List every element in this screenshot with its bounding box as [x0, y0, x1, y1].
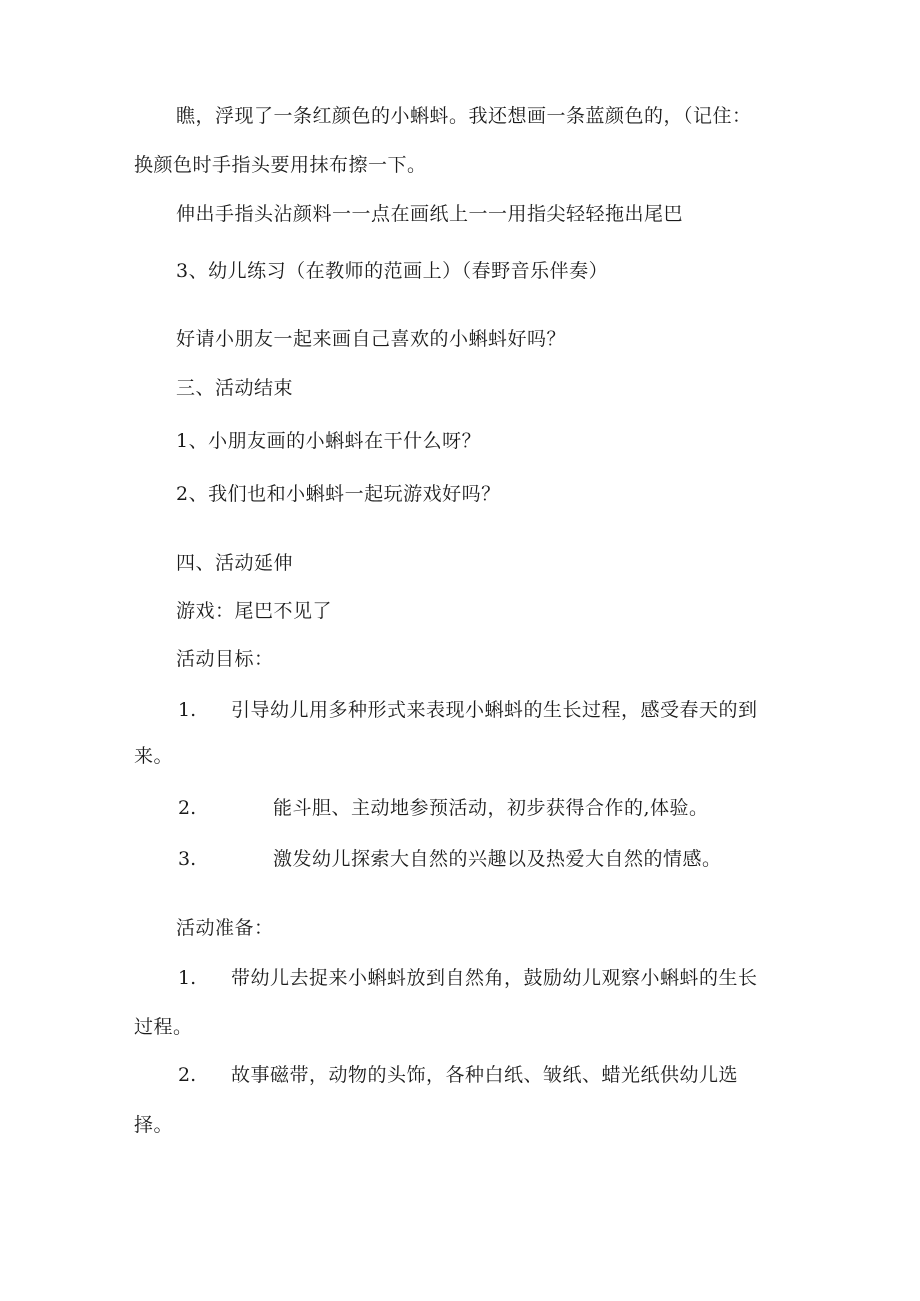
- subheading: 活动目标：: [176, 648, 274, 670]
- paragraph-line: 瞧，浮现了一条红颜色的小蝌蚪。我还想画一条蓝颜色的，（记住：: [176, 105, 752, 127]
- list-number: 1.: [178, 699, 197, 721]
- list-item-text: 故事磁带，动物的头饰，各种白纸、皱纸、蜡光纸供幼儿选: [231, 1064, 739, 1086]
- paragraph: 游戏：尾巴不见了: [176, 600, 333, 622]
- paragraph: 3、幼儿练习（在教师的范画上）（春野音乐伴奏）: [176, 260, 609, 282]
- list-number: 2.: [178, 1064, 197, 1086]
- subheading: 活动准备：: [176, 917, 274, 939]
- list-number: 2.: [178, 797, 197, 819]
- paragraph-line: 换颜色时手指头要用抹布擦一下。: [134, 154, 427, 176]
- list-item-text: 来。: [134, 745, 174, 767]
- list-number: 1.: [178, 967, 197, 989]
- list-item-text: 择。: [134, 1114, 174, 1136]
- paragraph: 伸出手指头沾颜料一一点在画纸上一一用指尖轻轻拖出尾巴: [176, 203, 684, 225]
- list-item-text: 引导幼儿用多种形式来表现小蝌蚪的生长过程，感受春天的到: [231, 699, 758, 721]
- list-item-text: 能斗胆、主动地参预活动，初步获得合作的,体验。: [273, 797, 709, 819]
- section-heading: 四、活动延伸: [176, 552, 294, 574]
- list-item-text: 带幼儿去捉来小蝌蚪放到自然角，鼓励幼儿观察小蝌蚪的生长: [231, 967, 758, 989]
- list-item: 2、我们也和小蝌蚪一起玩游戏好吗？: [176, 483, 501, 505]
- list-item: 1、小朋友画的小蝌蚪在干什么呀？: [176, 430, 482, 452]
- section-heading: 三、活动结束: [176, 377, 294, 399]
- list-number: 3.: [178, 848, 197, 870]
- list-item-text: 激发幼儿探索大自然的兴趣以及热爱大自然的情感。: [273, 848, 722, 870]
- list-item-text: 过程。: [134, 1016, 193, 1038]
- paragraph: 好请小朋友一起来画自己喜欢的小蝌蚪好吗？: [176, 328, 567, 350]
